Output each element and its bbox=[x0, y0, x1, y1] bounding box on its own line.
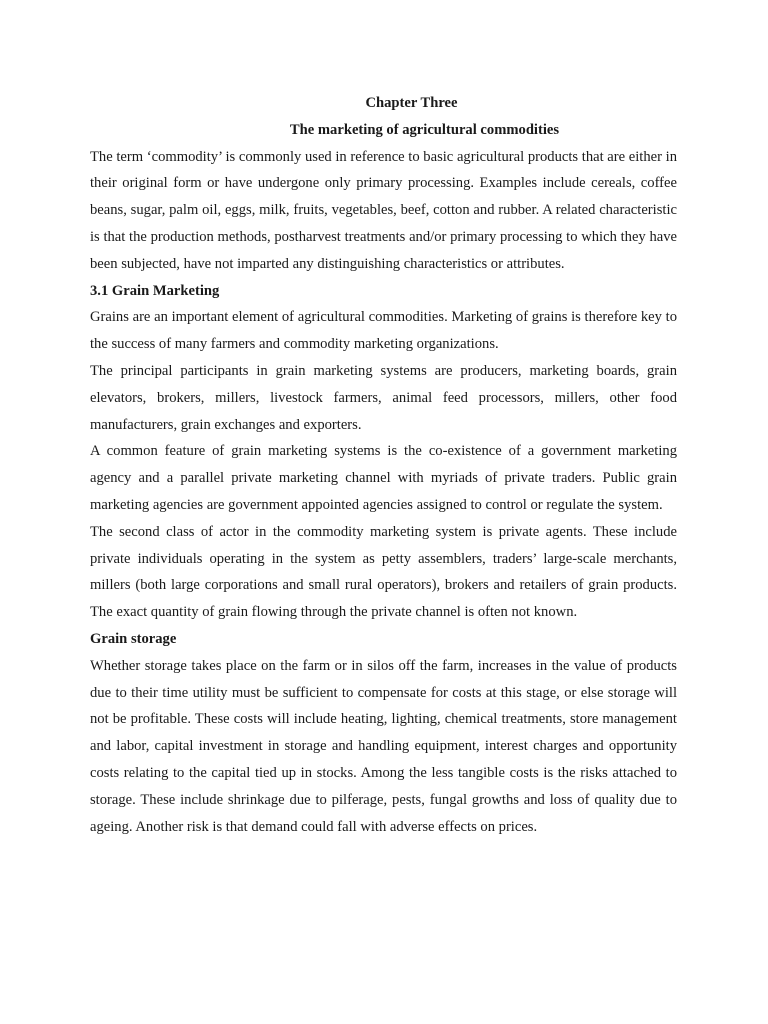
grain-paragraph: A common feature of grain marketing systems is the co-existence of a government marketing agency and a parallel private marketing channel with myriads of private traders. Public grain marketing agencies are government appointed agencies assigned to control or regulate the system. bbox=[90, 443, 677, 513]
storage-paragraph: Whether storage takes place on the farm or in silos off the farm, increases in the value of products due to their time utility must be sufficient to compensate for costs at this stage, or else storage will not be profitable. These costs will include heating, lighting, chemical treatments, store management and labor, capital investment in storage and handling equipment, interest charges and opportunity costs relating to the capital tied up in stocks. Among the less tangible costs is the risks attached to storage. These include shrinkage due to pilferage, pests, fungal growths and loss of quality due to ageing. Another risk is that demand could fall with adverse effects on prices. bbox=[90, 657, 677, 835]
section-title: The marketing of agricultural commodities bbox=[289, 121, 560, 138]
grain-paragraph: The principal participants in grain marketing systems are producers, marketing boards, grain elevators, brokers, millers, livestock farmers, animal feed processors, millers, other food manufacturers, grain exchanges and exporters. bbox=[90, 362, 677, 433]
grain-paragraph: Grains are an important element of agricultural commodities. Marketing of grains is therefore key to the success of many farmers and commodity marketing organizations. bbox=[90, 309, 677, 353]
document-page bbox=[90, 90, 677, 840]
intro-paragraph: The term ‘commodity’ is commonly used in reference to basic agricultural products that are either in their original form or have undergone only primary processing. Examples include cereals, coffee beans, sugar, palm oil, eggs, milk, fruits, vegetables, beef, cotton and rubber. A related characteristic is that the production methods, postharvest treatments and/or primary processing to which they have been subjected, have not imparted any distinguishing characteristics or attributes. bbox=[90, 148, 677, 272]
heading-grain-marketing: 3.1 Grain Marketing bbox=[90, 282, 220, 299]
grain-paragraph: The second class of actor in the commodity marketing system is private agents. These include private individuals operating in the system as petty assemblers, traders’ large-scale merchants, millers (both large corporations and small rural operators), brokers and retailers of grain products. The exact quantity of grain flowing through the private channel is often not known. bbox=[90, 523, 677, 621]
chapter-title: Chapter Three bbox=[365, 95, 458, 111]
heading-grain-storage: Grain storage bbox=[90, 630, 177, 647]
